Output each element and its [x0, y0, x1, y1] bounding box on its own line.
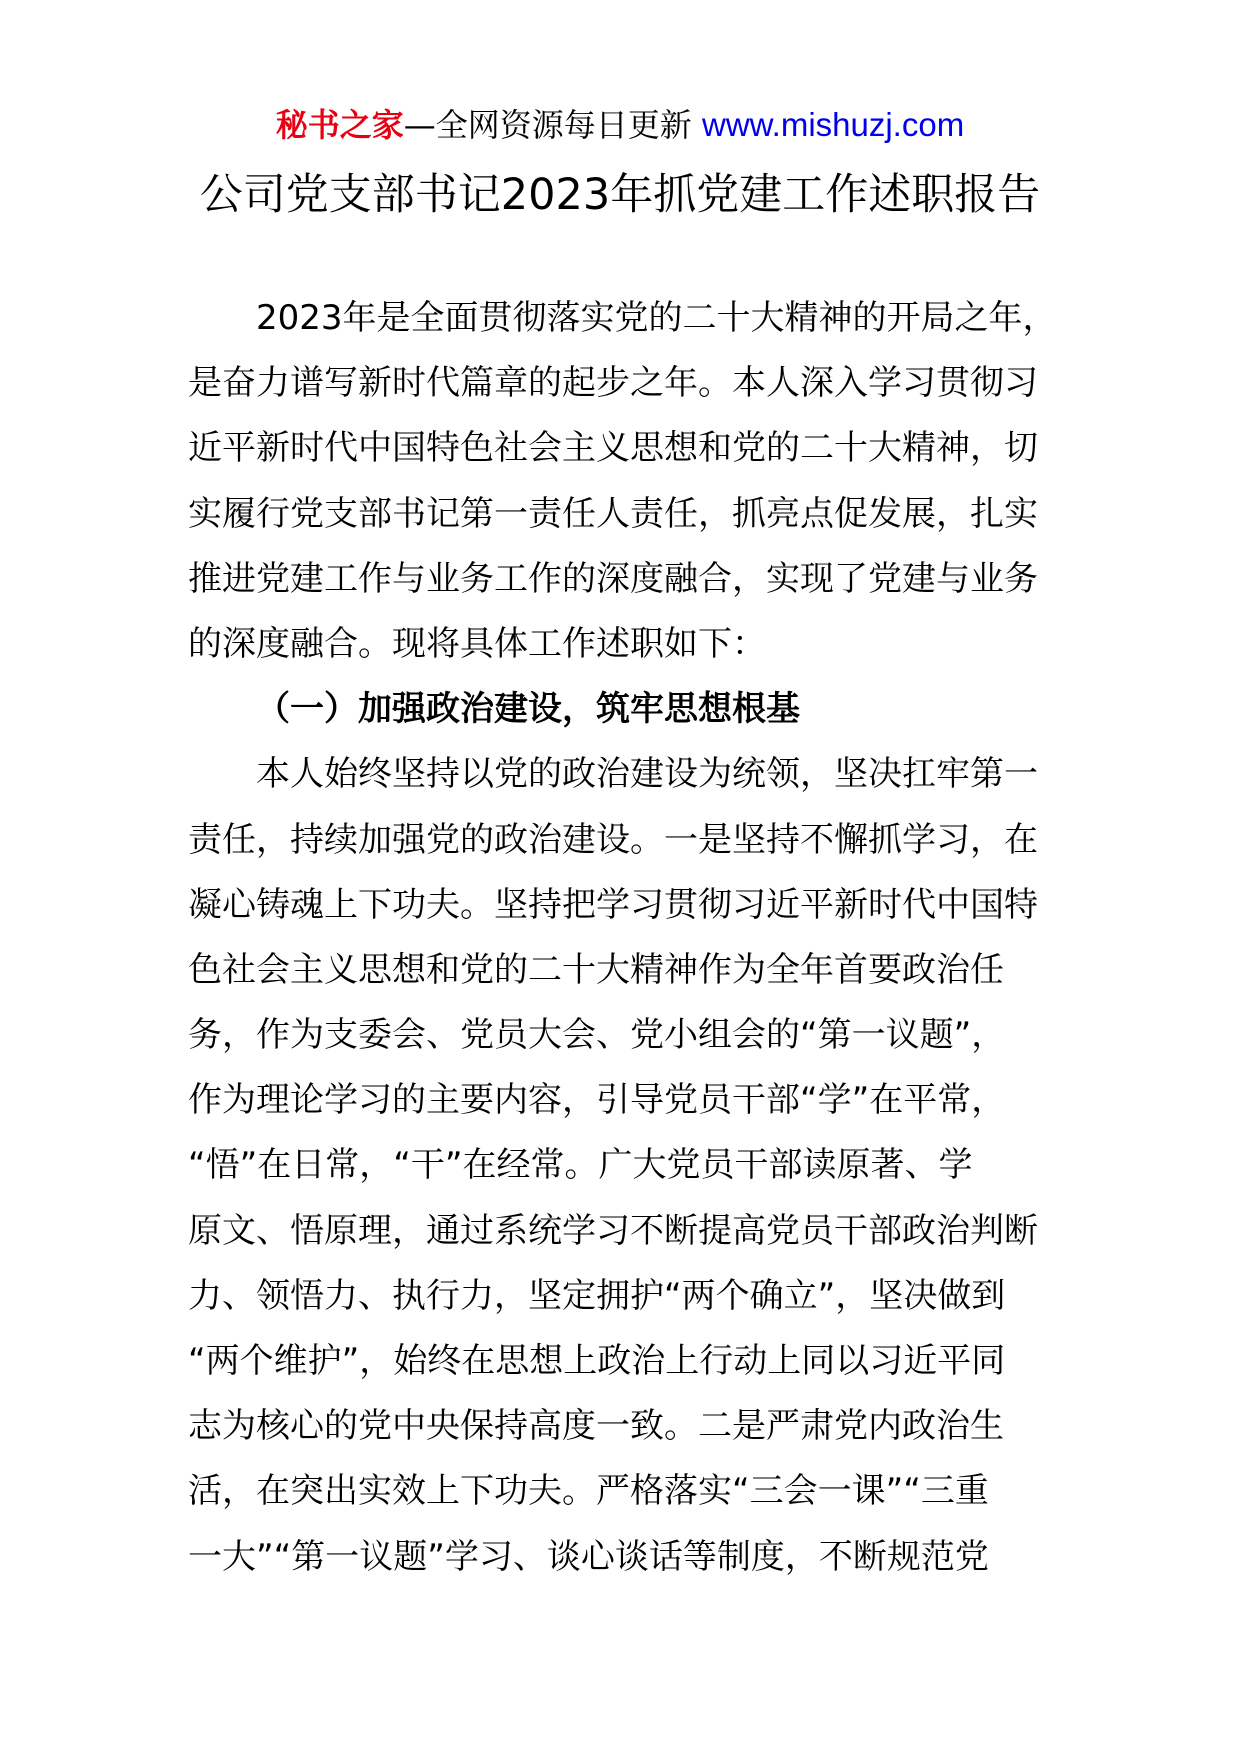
document-title: 公司党支部书记2023年抓党建工作述职报告: [199, 170, 1041, 220]
document-body: [188, 286, 1058, 1590]
paragraph-line: “两个维护”，始终在思想上政治上行动上同以习近平同: [188, 1341, 1006, 1381]
paragraph-line: 一大”“第一议题”学习、谈心谈话等制度，不断规范党: [188, 1536, 989, 1577]
paragraph-line: 是奋力谱写新时代篇章的起步之年。本人深入学习贯彻习: [188, 363, 1038, 404]
paragraph-line: 凝心铸魂上下功夫。坚持把学习贯彻习近平新时代中国特: [188, 884, 1038, 925]
paragraph-line: 本人始终坚持以党的政治建设为统领，坚决扛牢第一: [256, 754, 1038, 795]
paragraph-line: “悟”在日常，“干”在经常。广大党员干部读原著、学: [188, 1145, 973, 1186]
paragraph-line: 推进党建工作与业务工作的深度融合，实现了党建与业务: [188, 558, 1038, 599]
paragraph-line: 的深度融合。现将具体工作述职如下：: [188, 623, 766, 664]
paragraph-line: 2023年是全面贯彻落实党的二十大精神的开局之年，: [256, 298, 1057, 338]
paragraph-line: 力、领悟力、执行力，坚定拥护“两个确立”，坚决做到: [188, 1275, 1006, 1316]
site-header-banner: [0, 98, 1240, 152]
paragraph-line: 责任，持续加强党的政治建设。一是坚持不懈抓学习，在: [188, 819, 1038, 860]
paragraph-line: 活，在突出实效上下功夫。严格落实“三会一课”“三重: [188, 1471, 989, 1512]
paragraph-line: 实履行党支部书记第一责任人责任，抓亮点促发展，扎实: [188, 493, 1038, 534]
paragraph-line: 作为理论学习的主要内容，引导党员干部“学”在平常，: [188, 1080, 1006, 1121]
brand-name: 秘书之家: [275, 106, 404, 144]
section-heading: （一）加强政治建设，筑牢思想根基: [256, 689, 800, 730]
paragraph-line: 原文、悟原理，通过系统学习不断提高党员干部政治判断: [188, 1210, 1038, 1251]
paragraph-line: 志为核心的党中央保持高度一致。二是严肃党内政治生: [188, 1406, 1004, 1447]
header-tagline: —全网资源每日更新: [403, 106, 692, 144]
paragraph-line: 务，作为支委会、党员大会、党小组会的“第一议题”，: [188, 1015, 1006, 1056]
paragraph-line: 色社会主义思想和党的二十大精神作为全年首要政治任: [188, 949, 1004, 990]
paragraph-line: 近平新时代中国特色社会主义思想和党的二十大精神，切: [188, 428, 1038, 469]
site-url-link[interactable]: www.mishuzj.com: [701, 106, 965, 143]
